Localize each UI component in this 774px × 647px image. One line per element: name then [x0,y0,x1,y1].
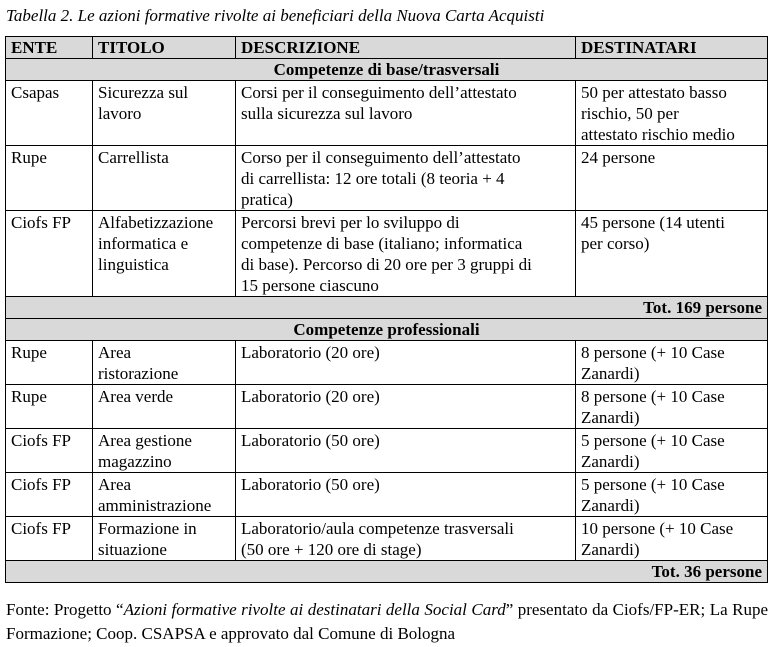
section-total-row [6,297,768,319]
destinatari-line: attestato rischio medio [581,125,735,144]
destinatari-line: 5 persone (+ 10 Case [581,475,725,494]
titolo-line: Alfabetizzazione [98,213,214,232]
cell-titolo [93,146,236,211]
table-row [6,211,768,297]
cell-destinatari [576,517,768,561]
cell-destinatari [576,429,768,473]
descrizione-line: pratica) [241,190,293,209]
titolo-line: informatica e [98,234,189,253]
table-row [6,385,768,429]
destinatari-line: Zanardi) [581,496,640,515]
titolo-line: linguistica [98,255,169,274]
cell-descrizione [236,341,576,385]
cell-ente: Csapas [6,81,93,146]
cell-destinatari [576,473,768,517]
header-destinatari: DESTINATARI [576,37,768,59]
section-title: Competenze professionali [6,319,768,341]
descrizione-line: di carrellista: 12 ore totali (8 teoria + 4 [241,169,505,188]
titolo-line: Area [98,475,132,494]
source-prefix: Fonte: Progetto “ [6,600,124,619]
header-ente: ENTE [6,37,93,59]
table-row [6,517,768,561]
titolo-line: magazzino [98,452,172,471]
table-header-row [6,37,768,59]
titolo-line: Sicurezza sul [98,83,189,102]
destinatari-line: per corso) [581,234,650,253]
section-total: Tot. 36 persone [6,561,768,583]
cell-ente: Rupe [6,385,93,429]
section-total: Tot. 169 persone [6,297,768,319]
cell-ente: Ciofs FP [6,517,93,561]
cell-descrizione [236,429,576,473]
descrizione-line: 15 persone ciascuno [241,276,379,295]
descrizione-line: sulla sicurezza sul lavoro [241,104,413,123]
destinatari-line: 8 persone (+ 10 Case [581,387,725,406]
source-project-title: Azioni formative rivolte ai destinatari della Social Card [123,600,506,619]
descrizione-line: Laboratorio (50 ore) [241,431,380,450]
destinatari-line: 10 persone (+ 10 Case [581,519,734,538]
destinatari-line: 5 persone (+ 10 Case [581,431,725,450]
titolo-line: amministrazione [98,496,212,515]
titolo-line: Area verde [98,387,174,406]
descrizione-line: Laboratorio/aula competenze trasversali [241,519,514,538]
cell-ente: Rupe [6,146,93,211]
cell-descrizione [236,146,576,211]
section-header-row [6,59,768,81]
destinatari-line: 50 per attestato basso [581,83,727,102]
titolo-line: lavoro [98,104,142,123]
training-actions-table [5,36,768,583]
descrizione-line: di base). Percorso di 20 ore per 3 gruppi di [241,255,532,274]
table-body [6,59,768,583]
destinatari-line: 24 persone [581,148,656,167]
destinatari-line: Zanardi) [581,364,640,383]
cell-ente: Ciofs FP [6,429,93,473]
titolo-line: ristorazione [98,364,179,383]
descrizione-line: (50 ore + 120 ore di stage) [241,540,422,559]
source-note [6,598,768,646]
titolo-line: Carrellista [98,148,169,167]
descrizione-line: Corso per il conseguimento dell’attestato [241,148,521,167]
cell-titolo [93,429,236,473]
cell-ente: Ciofs FP [6,473,93,517]
titolo-line: Formazione in [98,519,197,538]
table-row [6,146,768,211]
descrizione-line: Laboratorio (20 ore) [241,343,380,362]
section-title: Competenze di base/trasversali [6,59,768,81]
table-row [6,81,768,146]
descrizione-line: Laboratorio (50 ore) [241,475,380,494]
destinatari-line: 8 persone (+ 10 Case [581,343,725,362]
cell-descrizione [236,517,576,561]
cell-descrizione [236,81,576,146]
cell-destinatari [576,146,768,211]
titolo-line: situazione [98,540,167,559]
table-row [6,473,768,517]
table-caption: Tabella 2. Le azioni formative rivolte ai beneficiari della Nuova Carta Acquisti [6,6,545,25]
table-row [6,429,768,473]
cell-descrizione [236,211,576,297]
cell-titolo [93,81,236,146]
descrizione-line: Percorsi brevi per lo sviluppo di [241,213,460,232]
cell-destinatari [576,341,768,385]
cell-descrizione [236,385,576,429]
descrizione-line: Corsi per il conseguimento dell’attestato [241,83,517,102]
table-row [6,341,768,385]
cell-destinatari [576,81,768,146]
cell-titolo [93,385,236,429]
source-suffix: ” presentato da Ciofs/FP-ER; La Rupe Formazione; Coop. CSAPSA e approvato dal Comune di Bologna [6,600,768,643]
cell-titolo [93,211,236,297]
cell-destinatari [576,385,768,429]
cell-ente: Rupe [6,341,93,385]
descrizione-line: competenze di base (italiano; informatica [241,234,523,253]
header-titolo: TITOLO [93,37,236,59]
section-header-row [6,319,768,341]
descrizione-line: Laboratorio (20 ore) [241,387,380,406]
titolo-line: Area [98,343,132,362]
destinatari-line: 45 persone (14 utenti [581,213,725,232]
cell-ente: Ciofs FP [6,211,93,297]
destinatari-line: rischio, 50 per [581,104,679,123]
header-descrizione: DESCRIZIONE [236,37,576,59]
destinatari-line: Zanardi) [581,408,640,427]
destinatari-line: Zanardi) [581,452,640,471]
cell-titolo [93,473,236,517]
titolo-line: Area gestione [98,431,192,450]
section-total-row [6,561,768,583]
cell-titolo [93,517,236,561]
cell-descrizione [236,473,576,517]
cell-titolo [93,341,236,385]
cell-destinatari [576,211,768,297]
destinatari-line: Zanardi) [581,540,640,559]
